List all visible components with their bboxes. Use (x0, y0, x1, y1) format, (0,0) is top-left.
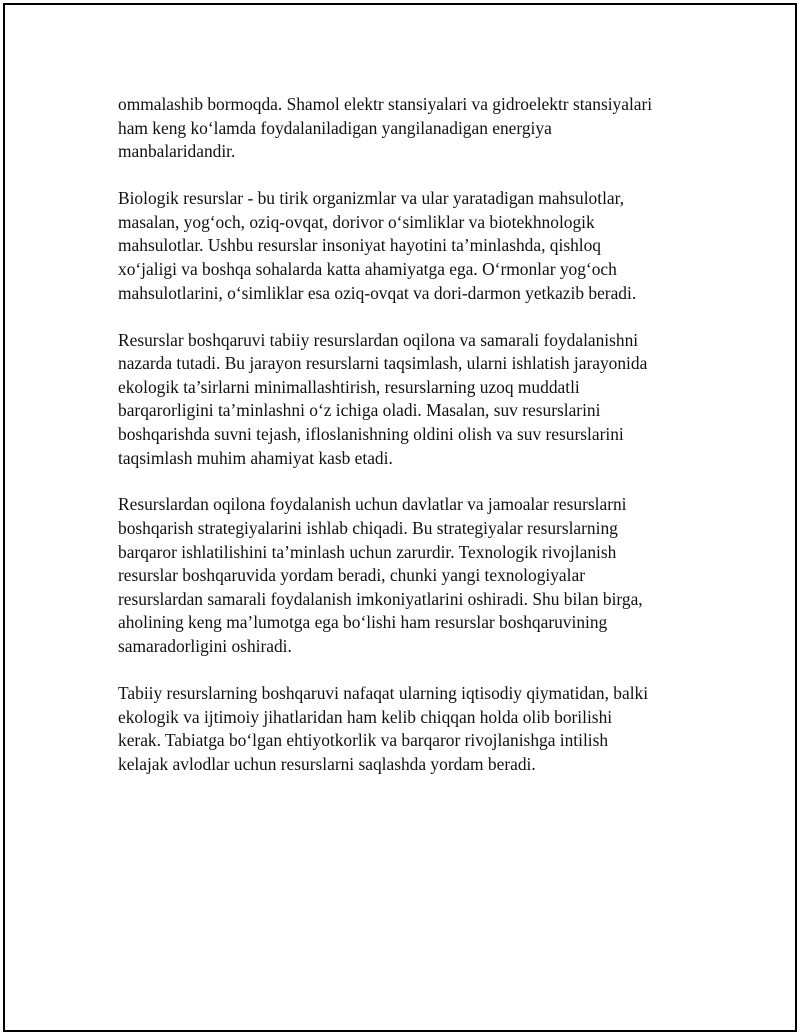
text-line: Resurslardan oqilona foydalanish uchun davlatlar va jamoalar resurslarni (118, 494, 627, 515)
text-line: xo‘jaligi va boshqa sohalarda katta ahamiyatga ega. O‘rmonlar yog‘och (118, 258, 617, 279)
document-body (118, 93, 698, 800)
text-line: kerak. Tabiatga bo‘lgan ehtiyotkorlik va barqaror rivojlanishga intilish (118, 730, 609, 751)
text-line: Resurslar boshqaruvi tabiiy resurslardan oqilona va samarali foydalanishni (118, 329, 639, 350)
paragraph (118, 493, 698, 658)
text-line: ommalashib bormoqda. Shamol elektr stansiyalari va gidroelektr stansiyalari (118, 94, 653, 114)
text-line: masalan, yog‘och, oziq-ovqat, dorivor o‘simliklar va biotekhnologik (118, 211, 595, 232)
text-line: samaradorligini oshiradi. (118, 636, 292, 657)
paragraph (118, 93, 698, 164)
text-line: barqarorligini ta’minlashni o‘z ichiga oladi. Masalan, suv resurslarini (118, 400, 601, 421)
paragraph (118, 329, 698, 471)
text-line: Biologik resurslar - bu tirik organizmlar va ular yaratadigan mahsulotlar, (118, 188, 625, 209)
text-line: ekologik va ijtimoiy jihatlaridan ham kelib chiqqan holda olib borilishi (118, 706, 613, 727)
paragraph (118, 682, 698, 776)
text-line: boshqarishda suvni tejash, ifloslanishning oldini olish va suv resurslarini (118, 423, 624, 444)
text-line: nazarda tutadi. Bu jarayon resurslarni taqsimlash, ularni ishlatish jarayonida (118, 353, 648, 374)
text-line: kelajak avlodlar uchun resurslarni saqlashda yordam beradi. (118, 753, 536, 774)
text-line: ekologik ta’sirlarni minimallashtirish, resurslarning uzoq muddatli (118, 376, 580, 397)
text-line: mahsulotlar. Ushbu resurslar insoniyat hayotini ta’minlashda, qishloq (118, 235, 602, 256)
paragraph (118, 187, 698, 305)
text-line: barqaror ishlatilishini ta’minlash uchun zarurdir. Texnologik rivojlanish (118, 541, 617, 562)
text-line: ham keng ko‘lamda foydalaniladigan yangilanadigan energiya (118, 117, 552, 138)
text-line: boshqarish strategiyalarini ishlab chiqadi. Bu strategiyalar resurslarning (118, 518, 618, 539)
text-line: manbalaridandir. (118, 141, 236, 162)
text-line: resurslar boshqaruvida yordam beradi, chunki yangi texnologiyalar (118, 565, 585, 586)
text-line: taqsimlash muhim ahamiyat kasb etadi. (118, 447, 393, 468)
text-line: mahsulotlarini, o‘simliklar esa oziq-ovqat va dori-darmon yetkazib beradi. (118, 282, 637, 303)
text-line: Tabiiy resurslarning boshqaruvi nafaqat ularning iqtisodiy qiymatidan, balki (118, 683, 649, 704)
text-line: aholining keng ma’lumotga ega bo‘lishi ham resurslar boshqaruvining (118, 612, 608, 633)
text-line: resurslardan samarali foydalanish imkoniyatlarini oshiradi. Shu bilan birga, (118, 588, 643, 609)
